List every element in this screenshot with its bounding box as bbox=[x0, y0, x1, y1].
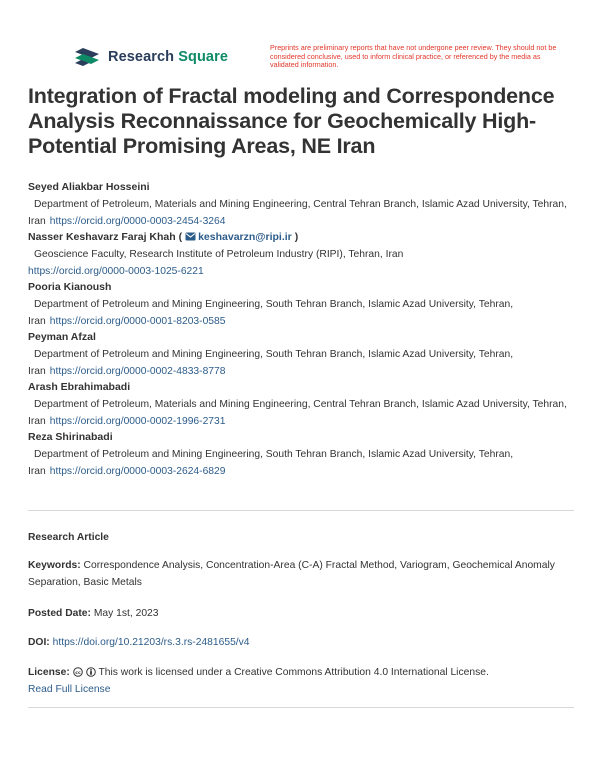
orcid-link[interactable]: https://orcid.org/0000-0003-2624-6829 bbox=[49, 466, 226, 477]
read-full-license-link[interactable]: Read Full License bbox=[28, 684, 111, 695]
doi-link[interactable]: https://doi.org/10.21203/rs.3.rs-2481655/v4 bbox=[52, 637, 250, 648]
affiliation-text: Geoscience Faculty, Research Institute of Petroleum Industry (RIPI), Tehran, Iran bbox=[34, 249, 404, 260]
article-type bbox=[28, 529, 578, 546]
keywords-text: Correspondence Analysis, Concentration-Area (C-A) Fractal Method, Variogram, Geochemical Anomaly Separation, Basic Metals bbox=[28, 560, 555, 588]
posted-date bbox=[28, 605, 578, 622]
posted-date-value: May 1st, 2023 bbox=[93, 608, 159, 619]
license-text: This work is licensed under a Creative Commons Attribution 4.0 International License. bbox=[98, 667, 489, 678]
header bbox=[0, 0, 600, 80]
orcid-link[interactable]: https://orcid.org/0000-0003-2454-3264 bbox=[49, 216, 226, 227]
research-square-logo[interactable] bbox=[73, 47, 228, 67]
preprint-disclaimer: Preprints are preliminary reports that have not undergone peer review. They should not be considered conclusive, used to inform clinical practice, or referenced by the media as validated information. bbox=[270, 43, 557, 70]
author-entry bbox=[28, 180, 578, 230]
license bbox=[28, 664, 578, 698]
author-name: Reza Shirinabadi bbox=[28, 431, 113, 443]
author-name: Pooria Kianoush bbox=[28, 281, 112, 293]
author-list bbox=[28, 180, 578, 480]
author-email-link[interactable]: keshavarzn@ripi.ir bbox=[198, 231, 292, 243]
creative-commons-icon bbox=[73, 667, 83, 677]
doi-label: DOI: bbox=[28, 637, 50, 648]
affiliation-text: Department of Petroleum and Mining Engineering, South Tehran Branch, Islamic Azad University, Tehran, Iran bbox=[28, 349, 514, 377]
attribution-icon bbox=[86, 667, 96, 677]
research-square-logo-icon bbox=[73, 47, 101, 67]
author-name: Arash Ebrahimabadi bbox=[28, 381, 131, 393]
affiliation-text: Department of Petroleum, Materials and Mining Engineering, Central Tehran Branch, Islamic Azad University, Tehran, Iran bbox=[28, 199, 567, 227]
mail-icon bbox=[185, 232, 196, 241]
author-name: Peyman Afzal bbox=[28, 331, 96, 343]
svg-text:cc: cc bbox=[75, 670, 81, 676]
bottom-divider bbox=[28, 707, 574, 708]
logo-word-square: Square bbox=[178, 49, 228, 65]
author-entry bbox=[28, 230, 578, 280]
paper-title: Integration of Fractal modeling and Correspondence Analysis Reconnaissance for Geochemically High-Potential Promising Areas, NE Iran bbox=[28, 84, 555, 158]
orcid-link[interactable]: https://orcid.org/0000-0003-1025-6221 bbox=[28, 266, 204, 277]
license-label: License: bbox=[28, 667, 70, 678]
affiliation-text: Department of Petroleum and Mining Engineering, South Tehran Branch, Islamic Azad University, Tehran, Iran bbox=[28, 299, 514, 327]
section-divider bbox=[28, 510, 574, 511]
author-entry bbox=[28, 430, 578, 480]
logo-word-research: Research bbox=[108, 49, 175, 65]
author-affiliation bbox=[28, 396, 578, 430]
author-name: Seyed Aliakbar Hosseini bbox=[28, 181, 150, 193]
author-affiliation bbox=[28, 296, 578, 330]
doi bbox=[28, 634, 578, 651]
orcid-link[interactable]: https://orcid.org/0000-0002-4833-8778 bbox=[49, 366, 226, 377]
posted-date-label: Posted Date: bbox=[28, 608, 91, 619]
keywords-label: Keywords: bbox=[28, 560, 81, 571]
keywords bbox=[28, 557, 578, 591]
orcid-link[interactable]: https://orcid.org/0000-0001-8203-0585 bbox=[49, 316, 226, 327]
author-entry bbox=[28, 330, 578, 380]
article-type-text: Research Article bbox=[28, 532, 109, 543]
author-affiliation bbox=[28, 196, 578, 230]
author-name: Nasser Keshavarz Faraj Khah ( keshavarzn@ripi.ir ) bbox=[28, 231, 299, 243]
affiliation-text: Department of Petroleum, Materials and Mining Engineering, Central Tehran Branch, Islamic Azad University, Tehran, Iran bbox=[28, 399, 567, 427]
logo-wordmark bbox=[108, 49, 228, 65]
author-name-text: Nasser Keshavarz Faraj Khah bbox=[28, 231, 176, 243]
author-affiliation bbox=[28, 246, 578, 280]
affiliation-text: Department of Petroleum and Mining Engineering, South Tehran Branch, Islamic Azad University, Tehran, Iran bbox=[28, 449, 514, 477]
author-affiliation bbox=[28, 446, 578, 480]
author-affiliation bbox=[28, 346, 578, 380]
author-entry bbox=[28, 280, 578, 330]
orcid-link[interactable]: https://orcid.org/0000-0002-1996-2731 bbox=[49, 416, 226, 427]
author-entry bbox=[28, 380, 578, 430]
